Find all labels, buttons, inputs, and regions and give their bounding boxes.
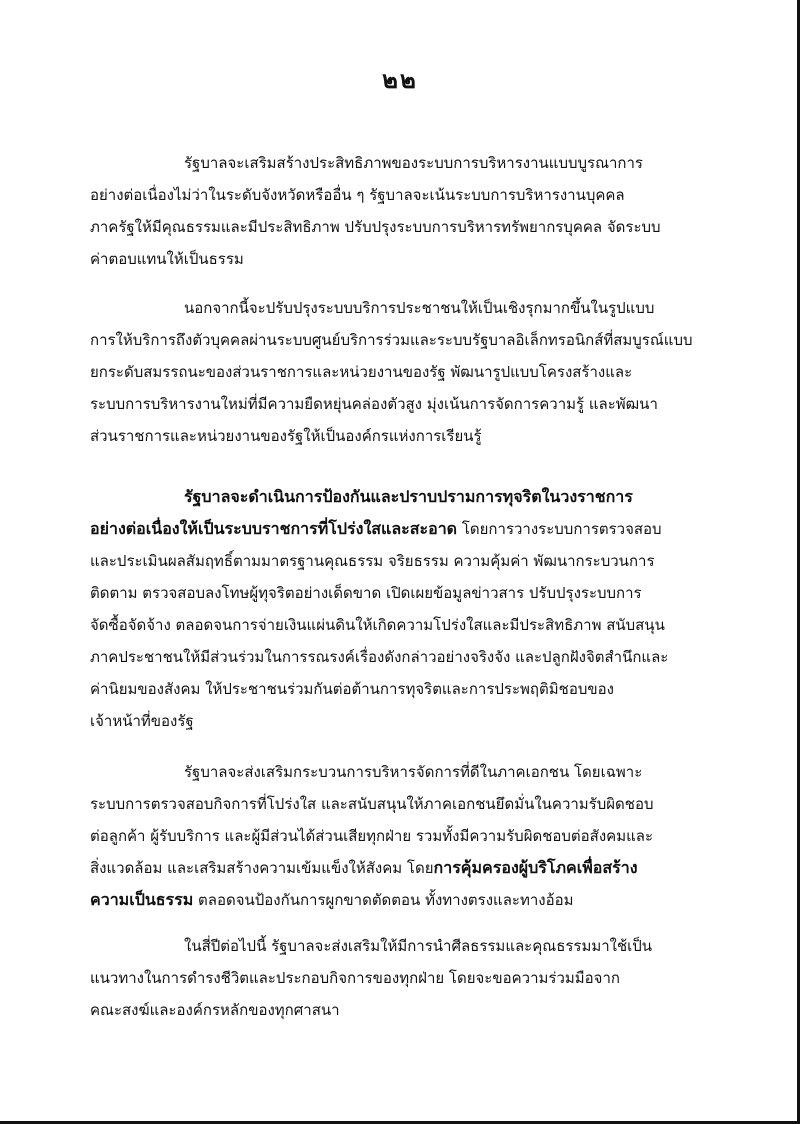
text-line: [90, 513, 668, 545]
text-line: ระบบการบริหารงานใหม่ที่มีความยืดหยุ่นคล่องตัวสูง มุ่งเน้นการจัดการความรู้ และพัฒนา: [90, 395, 658, 413]
paragraph-1: [90, 147, 661, 275]
paragraph-5: [90, 930, 652, 1026]
page-number: ๒๒: [382, 66, 418, 94]
text-line: นอกจากนี้จะปรับปรุงระบบบริการประชาชนให้เป็นเชิงรุกมากขึ้นในรูปแบบ: [184, 299, 655, 317]
text-line: อย่างต่อเนื่องไม่ว่าในระดับจังหวัดหรืออื่น ๆ รัฐบาลจะเน้นระบบการบริหารงานบุคคล: [90, 186, 625, 204]
text-line: การให้บริการถึงตัวบุคคลผ่านระบบศูนย์บริการร่วมและระบบรัฐบาลอิเล็กทรอนิกส์ที่สมบูรณ์แบบ: [90, 331, 693, 349]
text-span: สิ่งแวดล้อม และเสริมสร้างความเข้มแข็งให้สังคม โดย: [90, 859, 434, 877]
text-line: รัฐบาลจะส่งเสริมกระบวนการบริหารจัดการที่ดีในภาคเอกชน โดยเฉพาะ: [184, 763, 643, 781]
text-line: [90, 884, 654, 916]
bold-text-line: รัฐบาลจะดำเนินการป้องกันและปราบปรามการทุจริตในวงราชการ: [184, 487, 633, 506]
paragraph-4: [90, 756, 654, 916]
paragraph-3: [90, 481, 668, 737]
text-line: ค่านิยมของสังคม ให้ประชาชนร่วมกันต่อต้านการทุจริตและการประพฤติมิชอบของ: [90, 680, 614, 698]
text-line: คณะสงฆ์และองค์กรหลักของทุกศาสนา: [90, 1001, 340, 1019]
text-line: ส่วนราชการและหน่วยงานของรัฐให้เป็นองค์กรแห่งการเรียนรู้: [90, 427, 482, 445]
text-line: [90, 852, 654, 884]
paragraph-2: [90, 292, 693, 452]
text-line: ระบบการตรวจสอบกิจการที่โปร่งใส และสนับสนุนให้ภาคเอกชนยึดมั่นในความรับผิดชอบ: [90, 795, 654, 813]
text-span: โดยการวางระบบการตรวจสอบ: [457, 520, 662, 538]
text-line: ติดตาม ตรวจสอบลงโทษผู้ทุจริตอย่างเด็ดขาด เปิดเผยข้อมูลข่าวสาร ปรับปรุงระบบการ: [90, 584, 642, 602]
text-line: จัดซื้อจัดจ้าง ตลอดจนการจ่ายเงินแผ่นดินให้เกิดความโปร่งใสและมีประสิทธิภาพ สนับสนุน: [90, 616, 665, 634]
text-line: เจ้าหน้าที่ของรัฐ: [90, 712, 194, 730]
bold-text: ความเป็นธรรม: [90, 890, 194, 909]
text-span: ตลอดจนป้องกันการผูกขาดตัดตอน ทั้งทางตรงและทางอ้อม: [193, 891, 574, 909]
bold-text: การคุ้มครองผู้บริโภคเพื่อสร้าง: [433, 858, 638, 877]
text-line: ในสี่ปีต่อไปนี้ รัฐบาลจะส่งเสริมให้มีการนำศีลธรรมและคุณธรรมมาใช้เป็น: [184, 937, 653, 955]
text-line: ต่อลูกค้า ผู้รับบริการ และผู้มีส่วนได้ส่วนเสียทุกฝ่าย รวมทั้งมีความรับผิดชอบต่อสังคมและ: [90, 827, 653, 845]
text-line: ยกระดับสมรรถนะของส่วนราชการและหน่วยงานของรัฐ พัฒนารูปแบบโครงสร้างและ: [90, 363, 633, 381]
text-line: รัฐบาลจะเสริมสร้างประสิทธิภาพของระบบการบริหารงานแบบบูรณาการ: [184, 154, 643, 172]
text-line: แนวทางในการดำรงชีวิตและประกอบกิจการของทุกฝ่าย โดยจะขอความร่วมมือจาก: [90, 969, 620, 987]
text-line: และประเมินผลสัมฤทธิ์ตามมาตรฐานคุณธรรม จริยธรรม ความคุ้มค่า พัฒนากระบวนการ: [90, 552, 655, 570]
text-line: ภาคประชาชนให้มีส่วนร่วมในการรณรงค์เรื่องดังกล่าวอย่างจริงจัง และปลูกฝังจิตสำนึกและ: [90, 648, 669, 666]
text-line: ค่าตอบแทนให้เป็นธรรม: [90, 250, 244, 268]
text-line: ภาครัฐให้มีคุณธรรมและมีประสิทธิภาพ ปรับปรุงระบบการบริหารทรัพยากรบุคคล จัดระบบ: [90, 218, 661, 236]
bold-text: อย่างต่อเนื่องให้เป็นระบบราชการที่โปร่งใสและสะอาด: [90, 519, 458, 538]
